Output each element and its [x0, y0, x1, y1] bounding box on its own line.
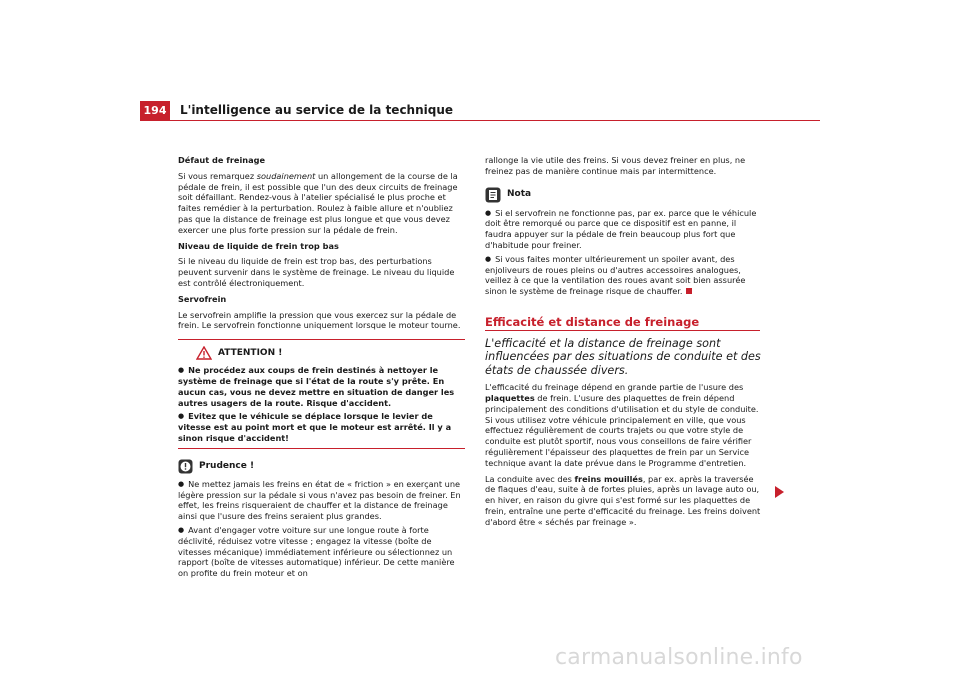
nota-item	[485, 254, 765, 297]
paragraph-continued: rallonge la vie utile des freins. Si vous devez freiner en plus, ne freinez pas de manière continue mais par intermittence.	[485, 155, 746, 176]
attention-item: ● Ne procédez aux coups de frein destinés à nettoyer le système de freinage que si l'état de la route s'y prête. En aucun cas, vous ne devez mettre en situation de danger les autres usagers de la route. Risque d'accident.	[178, 365, 465, 408]
watermark: carmanualsonline.info	[555, 645, 803, 670]
caution-icon	[178, 459, 193, 474]
paragraph-servofrein: Le servofrein amplifie la pression que vous exercez sur la pédale de frein. Le servofrein fonctionne uniquement lorsque le moteur tourne.	[178, 309, 461, 331]
nota-item-text: Si vous faites monter ultérieurement un spoiler avant, des enjoliveurs de roues pleins ou d'autres accessoires analogues, veillez à ce que la ventilation des roues avant soit bien assurée sinon le système de freinage risque de chauffer.	[485, 253, 746, 297]
text-span: , par ex. après la traversée de flaques d'eau, suite à de fortes pluies, après un lavage auto ou, en hiver, en raison du givre qui s'est formé sur les plaquettes de frein, entraîne une perte d'efficacité du freinage. Les freins doivent d'abord être « séchés par freinage ».	[485, 473, 761, 527]
paragraph-plaquettes	[485, 382, 765, 468]
section-divider	[485, 330, 760, 331]
text-span: de frein. L'usure des plaquettes de frein dépend principalement des conditions d'utilisation et du style de conduite. Si vous utilisez votre véhicule principalement en ville, que vous effectuez régulièrement de courts trajets ou que votre style de conduite est plutôt sportif, nous vous conseillons de faire vérifier régulièrement l'épaisseur des plaquettes de frein par un Service technique avant la date prévue dans le Programme d'entretien.	[485, 393, 759, 468]
prudence-heading	[178, 459, 465, 474]
subheading-niveau: Niveau de liquide de frein trop bas	[178, 240, 339, 251]
bold-span: freins mouillés	[574, 473, 643, 484]
bold-span: plaquettes	[485, 393, 535, 404]
warning-triangle-icon	[196, 346, 212, 360]
nota-title: Nota	[507, 189, 532, 200]
emphasis-span: soudainement	[256, 170, 316, 181]
page-number: 194	[140, 101, 170, 120]
header-divider	[140, 120, 820, 121]
left-column	[178, 155, 465, 579]
prudence-title: Prudence !	[199, 460, 255, 471]
paragraph-niveau: Si le niveau du liquide de frein est trop bas, des perturbations peuvent survenir dans le système de freinage. Le niveau du liquide est contrôlé électroniquement.	[178, 256, 455, 288]
note-icon	[485, 187, 501, 203]
attention-title: ATTENTION !	[218, 347, 283, 358]
paragraph-defaut	[178, 171, 465, 236]
prudence-item: ● Ne mettez jamais les freins en état de « friction » en exerçant une légère pression sur la pédale si vous n'avez pas besoin de freiner. En effet, les freins risqueraient de chauffer et la distance de freinage ainsi que l'usure des freins seraient plus grandes.	[178, 479, 465, 522]
attention-item: ● Evitez que le véhicule se déplace lorsque le levier de vitesse est au point mort et que le moteur est arrêté. Il y a sinon risque d'accident!	[178, 411, 465, 443]
right-column	[485, 155, 765, 533]
continue-arrow-icon	[775, 486, 784, 498]
prudence-item: ● Avant d'engager votre voiture sur une longue route à forte déclivité, réduisez votre vitesse ; engagez la vitesse (boîte de vitesses mécanique) immédiatement inférieure ou sélectionnez un rapport (boîte de vitesses automatique) inférieur. De cette manière on profite du frein moteur et on	[178, 525, 465, 579]
page-title: L'intelligence au service de la technique	[180, 103, 454, 117]
subheading-servofrein: Servofrein	[178, 293, 227, 304]
section-lead: L'efficacité et la distance de freinage sont influencées par des situations de conduite et des états de chaussée divers.	[485, 336, 761, 377]
attention-heading	[196, 346, 465, 360]
end-of-section-marker-icon	[686, 288, 692, 294]
nota-heading	[485, 187, 765, 203]
text-span: La conduite avec des	[485, 473, 575, 484]
subheading-defaut: Défaut de freinage	[178, 155, 266, 165]
paragraph-freins-mouilles	[485, 474, 765, 528]
section-title: Efficacité et distance de freinage	[485, 314, 700, 329]
text-span: L'efficacité du freinage dépend en grande partie de l'usure des	[485, 382, 744, 393]
nota-item: ● Si el servofrein ne fonctionne pas, par ex. parce que le véhicule doit être remorqué ou parce que ce dispositif est en panne, il faudra appuyer sur la pédale de frein beaucoup plus fort que d'habitude pour freiner.	[485, 208, 765, 251]
text-span: un allongement de la course de la pédale de frein, il est possible que l'un des deux circuits de freinage soit défaillant. Rendez-vous à l'atelier spécialisé le plus proche et faites remédier à la perturbation. Roulez à faible allure et n'oubliez pas que la distance de freinage est plus longue et que vous devez exercer une plus forte pression sur la pédale de frein.	[178, 170, 458, 235]
text-span: Si vous remarquez	[178, 170, 257, 181]
attention-box	[178, 339, 465, 449]
